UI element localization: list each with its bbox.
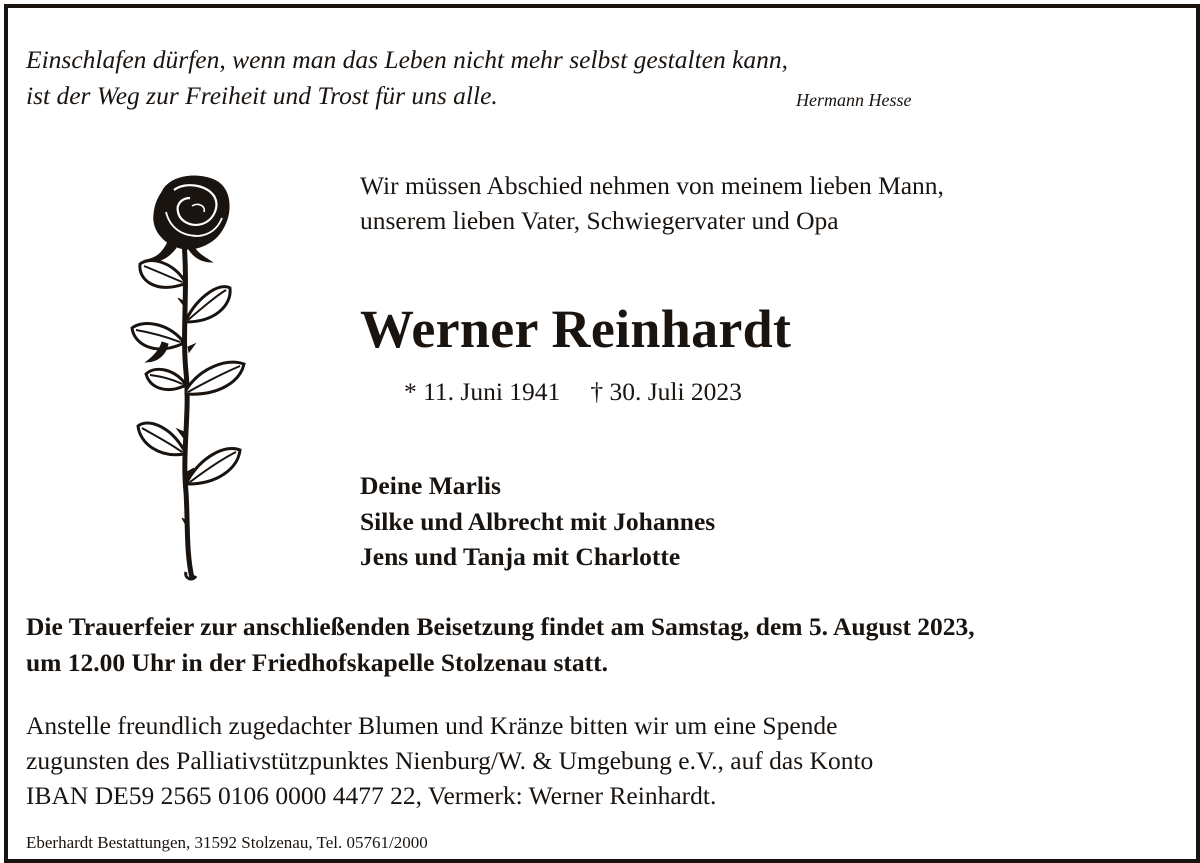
quote-line-1: Einschlafen dürfen, wenn man das Leben nicht mehr selbst gestalten kann, xyxy=(26,45,789,74)
ceremony-line-1: Die Trauerfeier zur anschließenden Beisetzung findet am Samstag, dem 5. August 2023, xyxy=(26,612,975,641)
intro-line-2: unserem lieben Vater, Schwiegervater und Opa xyxy=(360,206,839,235)
death-date: † 30. Juli 2023 xyxy=(590,377,742,406)
intro-text xyxy=(360,168,944,238)
birth-date: * 11. Juni 1941 xyxy=(404,377,561,406)
deceased-name: Werner Reinhardt xyxy=(360,299,792,359)
family-line-3: Jens und Tanja mit Charlotte xyxy=(360,542,681,571)
quote-line-2: ist der Weg zur Freiheit und Trost für uns alle. xyxy=(26,81,498,110)
family-signatures xyxy=(360,468,715,575)
donation-line-1: Anstelle freundlich zugedachter Blumen und Kränze bitten wir um eine Spende xyxy=(26,711,838,740)
donation-line-2: zugunsten des Palliativstützpunktes Nienburg/W. & Umgebung e.V., auf das Konto xyxy=(26,746,874,775)
donation-info xyxy=(26,708,873,813)
family-line-1: Deine Marlis xyxy=(360,471,501,500)
quote xyxy=(26,42,788,114)
rose-icon xyxy=(122,172,252,586)
donation-line-3: IBAN DE59 2565 0106 0000 4477 22, Vermerk: Werner Reinhardt. xyxy=(26,781,717,810)
life-dates xyxy=(404,377,742,407)
ceremony-info xyxy=(26,609,975,680)
intro-line-1: Wir müssen Abschied nehmen von meinem lieben Mann, xyxy=(360,171,944,200)
ceremony-line-2: um 12.00 Uhr in der Friedhofskapelle Stolzenau statt. xyxy=(26,647,609,677)
family-line-2: Silke und Albrecht mit Johannes xyxy=(360,506,716,536)
quote-author: Hermann Hesse xyxy=(796,90,912,110)
funeral-home-footer: Eberhardt Bestattungen, 31592 Stolzenau, Tel. 05761/2000 xyxy=(26,833,428,852)
